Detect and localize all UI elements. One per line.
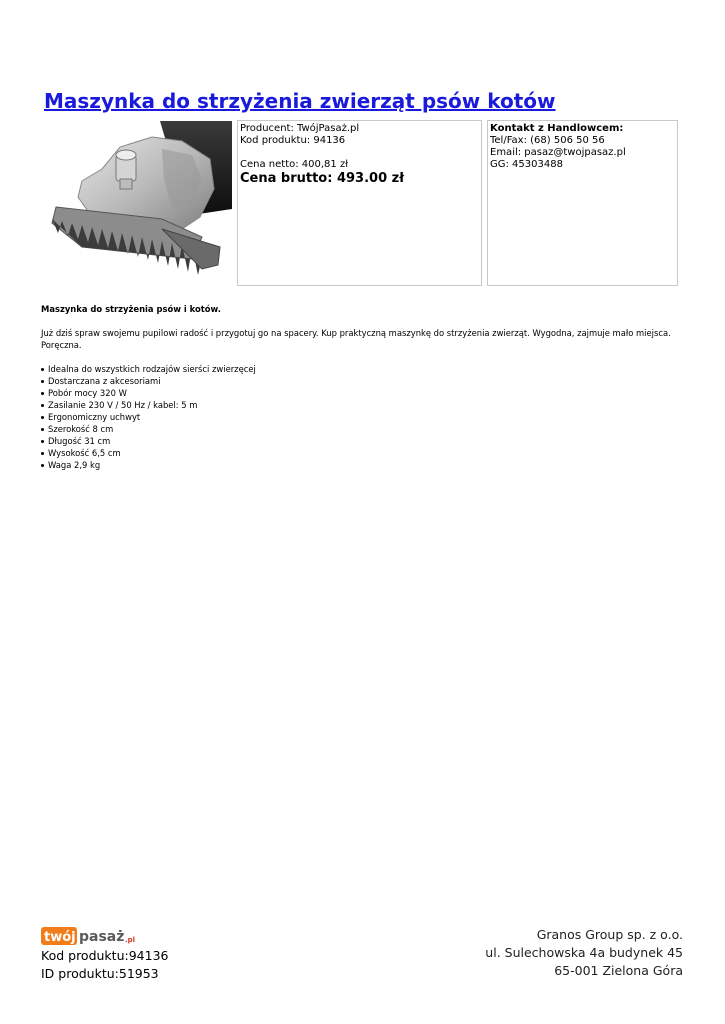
list-item [41,399,681,411]
bullet-icon [41,392,44,395]
product-info-box [237,120,482,286]
gross-price: Cena brutto: 493.00 zł [240,171,405,186]
contact-heading: Kontakt z Handlowcem: [490,123,624,134]
twojpasaz-logo [41,926,141,946]
feature-text: Szerokość 8 cm [48,424,114,434]
bullet-icon [41,428,44,431]
footer-company-address [485,926,683,980]
feature-text: Dostarczana z akcesoriami [48,376,161,386]
feature-text: Zasilanie 230 V / 50 Hz / kabel: 5 m [48,400,198,410]
list-item [41,375,681,387]
feature-text: Wysokość 6,5 cm [48,448,121,458]
bullet-icon [41,368,44,371]
footer-product-id: ID produktu:51953 [41,966,159,981]
bullet-icon [41,404,44,407]
list-item [41,387,681,399]
product-title[interactable]: Maszynka do strzyżenia zwierząt psów kotów [44,89,556,113]
list-item [41,423,681,435]
footer-product-code: Kod produktu:94136 [41,948,169,963]
description-heading: Maszynka do strzyżenia psów i kotów. [41,304,221,314]
feature-text: Waga 2,9 kg [48,460,101,470]
bullet-icon [41,464,44,467]
contact-phone: Tel/Fax: (68) 506 50 56 [490,135,605,146]
svg-text:.pl: .pl [125,936,136,944]
bullet-icon [41,452,44,455]
product-image [42,119,232,287]
feature-text: Idealna do wszystkich rodzajów sierści zwierzęcej [48,364,256,374]
list-item [41,435,681,447]
bullet-icon [41,380,44,383]
feature-text: Pobór mocy 320 W [48,388,127,398]
svg-text:twój: twój [44,930,76,945]
company-name: Granos Group sp. z o.o. [536,927,683,942]
description-intro: Już dziś spraw swojemu pupilowi radość i przygotuj go na spacery. Kup praktyczną maszynkę do strzyżenia zwierząt. Wygodna, zajmuje mało miejsca. Poręczna. [41,328,671,350]
feature-text: Ergonomiczny uchwyt [48,412,141,422]
list-item [41,363,681,375]
contact-gg: GG: 45303488 [490,159,563,170]
product-description [41,303,681,471]
svg-text:pasaż: pasaż [79,929,125,945]
net-price: Cena netto: 400,81 zł [240,159,349,170]
producer-text: Producent: TwójPasaż.pl [240,123,360,134]
list-item [41,459,681,471]
contact-email: Email: pasaz@twojpasaz.pl [490,147,626,158]
list-item [41,447,681,459]
bullet-icon [41,416,44,419]
contact-box [487,120,678,286]
company-street: ul. Sulechowska 4a budynek 45 [485,945,683,960]
feature-text: Długość 31 cm [48,436,111,446]
product-code-text: Kod produktu: 94136 [240,135,346,146]
list-item [41,411,681,423]
bullet-icon [41,440,44,443]
company-city: 65-001 Zielona Góra [554,963,683,978]
footer-product-ids [41,947,168,983]
feature-list [41,363,681,471]
